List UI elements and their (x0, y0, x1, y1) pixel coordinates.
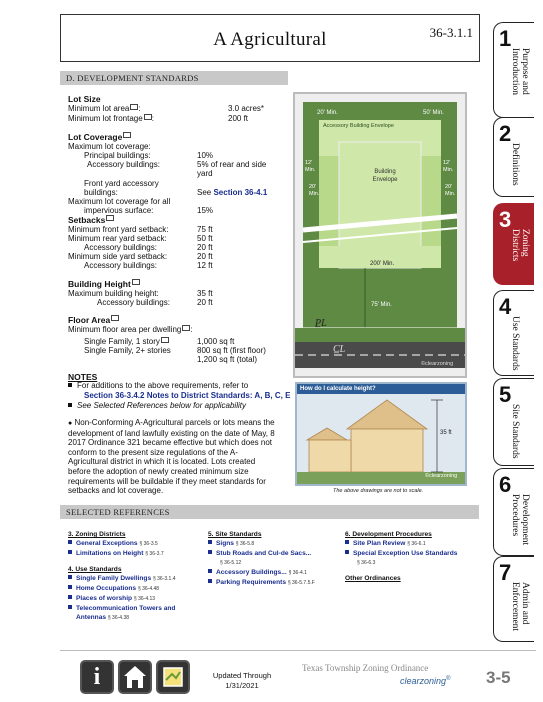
side-accessory-label: Accessory buildings: (84, 261, 157, 270)
zoning-districts-heading: 3. Zoning Districts (68, 531, 126, 538)
centerline-label: C̲L (333, 344, 346, 355)
page-header (60, 14, 480, 62)
paragraph-line: Agricultural district in which it is located. Lots created (68, 457, 256, 467)
front-dim: 75' Min. (371, 302, 392, 308)
map-icon (158, 662, 188, 692)
page-title: A Agricultural (213, 29, 327, 50)
height-diagram (295, 382, 467, 486)
side-right-12-dim: 12' Min. (443, 160, 454, 173)
front-yard-label-1: Front yard accessory (84, 179, 159, 188)
side-setback-value: 20 ft (197, 252, 213, 261)
info-icon[interactable] (182, 325, 190, 331)
updated-through: Updated Through 1/31/2021 (212, 671, 272, 690)
front-setback-label: Minimum front yard setback: (68, 225, 169, 234)
refs-col-3 (345, 530, 475, 583)
sf2-value-1: 800 sq ft (first floor) (197, 346, 266, 355)
ref-item[interactable]: Stub Roads and Cul-de Sacs... (208, 549, 338, 558)
footer-divider (60, 650, 536, 651)
ref-item: § 36-5.12 (220, 560, 242, 566)
info-icon[interactable] (161, 337, 169, 343)
home-button[interactable] (118, 660, 152, 694)
side-left-12-dim: 12' Min. (305, 160, 316, 173)
ref-item[interactable]: Parking Requirements § 36-5.7.5.F (208, 578, 338, 588)
info-icon[interactable] (132, 279, 140, 285)
sf1-value: 1,000 sq ft (197, 337, 235, 346)
tab-zoning-districts[interactable]: 3 Zoning Districts (493, 203, 534, 285)
paragraph-line: requirements will be buildable if they meet standards for (68, 476, 266, 486)
notes-bullet-1: For additions to the above requirements, refer to (68, 381, 248, 390)
sf2-label: Single Family, 2+ stories (84, 346, 171, 355)
property-line-label: P̲L (315, 318, 327, 329)
floor-area-heading: Floor Area (68, 315, 119, 325)
rear-right-dim: 50' Min. (423, 110, 444, 116)
tab-use-standards[interactable]: 4 Use Standards (493, 290, 534, 376)
sf1-label: Single Family, 1 story (84, 337, 169, 346)
paragraph-line: 2017 Ordinance 321 became effective but which does not (68, 438, 272, 448)
selected-references-bar: SELECTED REFERENCES (60, 505, 479, 519)
min-lot-frontage-value: 200 ft (228, 114, 249, 123)
accessory-value-1: 5% of rear and side (197, 160, 267, 169)
max-lot-coverage-label: Maximum lot coverage: (68, 142, 151, 151)
ref-item: § 36-6.3 (357, 560, 376, 566)
paragraph-line: before the adoption of newly created minimum size (68, 466, 249, 476)
min-floor-area-label: Minimum floor area per dwelling : (68, 325, 193, 334)
paragraph-line: development of land lawfully existing on the date of May, 8 (68, 428, 275, 438)
ref-item[interactable]: Antennas § 36-4.38 (76, 614, 130, 621)
right-of-way-shape (295, 328, 465, 342)
ref-item[interactable]: Accessory Buildings... § 36-4.1 (208, 568, 338, 578)
tab-development-procedures[interactable]: 6 Development Procedures (493, 468, 534, 556)
section-code: 36-3.1.1 (429, 25, 473, 40)
side-left-20-dim: 20' Min. (309, 184, 320, 197)
height-accessory-value: 20 ft (197, 298, 213, 307)
rear-accessory-label: Accessory buildings: (84, 243, 157, 252)
refs-col-1 (68, 530, 208, 623)
development-standards-bar: D. DEVELOPMENT STANDARDS (60, 71, 288, 85)
paragraph-line: setbacks and lot coverage. (68, 486, 164, 496)
tab-admin-enforcement[interactable]: 7 Admin and Enforcement (493, 556, 534, 642)
lot-diagram (293, 92, 467, 378)
side-right-20-dim: 20' Min. (445, 184, 456, 197)
diagram-caption: The above drawings are not to scale. (333, 488, 424, 494)
garage-roof-shape (307, 428, 347, 440)
refs-col-2 (208, 530, 338, 588)
side-accessory-value: 12 ft (197, 261, 213, 270)
section-36-4-1-link[interactable]: Section 36-4.1 (213, 188, 268, 197)
front-yard-value: See Section 36-4.1 (197, 188, 268, 197)
principal-label: Principal buildings: (84, 151, 151, 160)
frontage-dim: 200' Min. (370, 261, 395, 267)
max-height-value: 35 ft (197, 289, 213, 298)
clearzoning-brand: clearzoning® (400, 676, 451, 686)
home-icon (120, 662, 150, 692)
use-standards-heading: 4. Use Standards (68, 566, 122, 573)
info-icon[interactable] (130, 104, 138, 110)
non-conforming-paragraph (68, 418, 280, 496)
info-icon: i (93, 664, 101, 690)
side-yard-left-shape (319, 156, 339, 246)
notes-section-link[interactable]: Section 36-3.4.2 Notes to District Standards: A, B, C, E (84, 391, 291, 400)
rear-setback-value: 50 ft (197, 234, 213, 243)
tab-purpose[interactable]: 1 Purpose and Introduction (493, 22, 534, 118)
house-main-shape (351, 429, 423, 472)
rear-left-dim: 20' Min. (317, 110, 338, 116)
lot-coverage-heading: Lot Coverage (68, 132, 131, 142)
min-lot-area-label: Minimum lot area : (68, 104, 141, 113)
diagram1-brand: ©clearzoning (421, 361, 454, 367)
height-value: 35 ft (440, 430, 452, 436)
lot-diagram-svg (295, 94, 465, 376)
map-button[interactable] (156, 660, 190, 694)
impervious-label-1: Maximum lot coverage for all (68, 197, 171, 206)
front-yard-label-2: buildings: (84, 188, 118, 197)
accessory-envelope-label: Accessory Building Envelope (323, 123, 394, 129)
paragraph-line: ● Non-Conforming A-Agricultural parcels or lots means the (68, 418, 275, 427)
sf2-value-2: 1,200 sq ft (total) (197, 355, 258, 364)
info-button[interactable] (80, 660, 114, 694)
ref-item[interactable]: General Exceptions § 36-3.5 (68, 539, 208, 549)
info-icon[interactable] (106, 215, 114, 221)
rear-accessory-value: 20 ft (197, 243, 213, 252)
setbacks-heading: Setbacks (68, 215, 114, 225)
ref-item[interactable]: Telecommunication Towers and (68, 604, 208, 613)
impervious-label-2: impervious surface: (84, 206, 154, 215)
garage-shape (309, 440, 351, 472)
lot-size-heading: Lot Size (68, 94, 101, 104)
side-yard-right-shape (421, 156, 441, 246)
principal-value: 10% (197, 151, 214, 160)
ref-item[interactable]: Home Occupations § 36-4.48 (68, 584, 208, 594)
info-icon[interactable] (144, 114, 152, 120)
ref-item[interactable]: Signs § 36-5.8 (208, 539, 338, 549)
paragraph-line: conform to the present size regulations of the A- (68, 447, 238, 457)
ref-item[interactable]: Places of worship § 36-4.13 (68, 594, 208, 604)
rear-setback-label: Minimum rear yard setback: (68, 234, 167, 243)
ref-item[interactable]: Limitations on Height § 36-3.7 (68, 549, 208, 559)
info-icon[interactable] (123, 132, 131, 138)
roof-shape (347, 400, 427, 429)
other-ordinances-heading: Other Ordinances (345, 575, 401, 582)
accessory-value-2: yard (197, 169, 213, 178)
max-height-label: Maximum building height: (68, 289, 159, 298)
tab-definitions[interactable]: 2 Definitions (493, 117, 534, 197)
site-standards-heading: 5. Site Standards (208, 531, 262, 538)
min-lot-frontage-label: Minimum lot frontage : (68, 114, 154, 123)
info-icon[interactable] (111, 315, 119, 321)
accessory-label: Accessory buildings: (87, 160, 160, 169)
height-diagram-title: How do I calculate height? (297, 384, 465, 394)
height-accessory-label: Accessory buildings: (97, 298, 170, 307)
side-setback-label: Minimum side yard setback: (68, 252, 168, 261)
diagram2-brand: ©clearzoning (425, 473, 458, 479)
impervious-value: 15% (197, 206, 214, 215)
ref-item[interactable]: Single Family Dwellings § 36-3.1.4 (68, 574, 208, 584)
front-setback-value: 75 ft (197, 225, 213, 234)
ordinance-name: Texas Township Zoning Ordinance (302, 663, 429, 673)
development-procedures-heading: 6. Development Procedures (345, 531, 432, 538)
ref-item[interactable]: Site Plan Review § 36-6.1 (345, 539, 475, 549)
ref-item[interactable]: Special Exception Use Standards (345, 549, 475, 558)
min-lot-area-value: 3.0 acres* (228, 104, 265, 113)
notes-heading: NOTES (68, 372, 98, 382)
building-envelope-label: Building Envelope (372, 169, 398, 183)
page-number: 3-5 (486, 668, 511, 687)
building-height-heading: Building Height (68, 279, 140, 289)
notes-bullet-2: See Selected References below for applicability (68, 401, 246, 410)
tab-site-standards[interactable]: 5 Site Standards (493, 378, 534, 466)
